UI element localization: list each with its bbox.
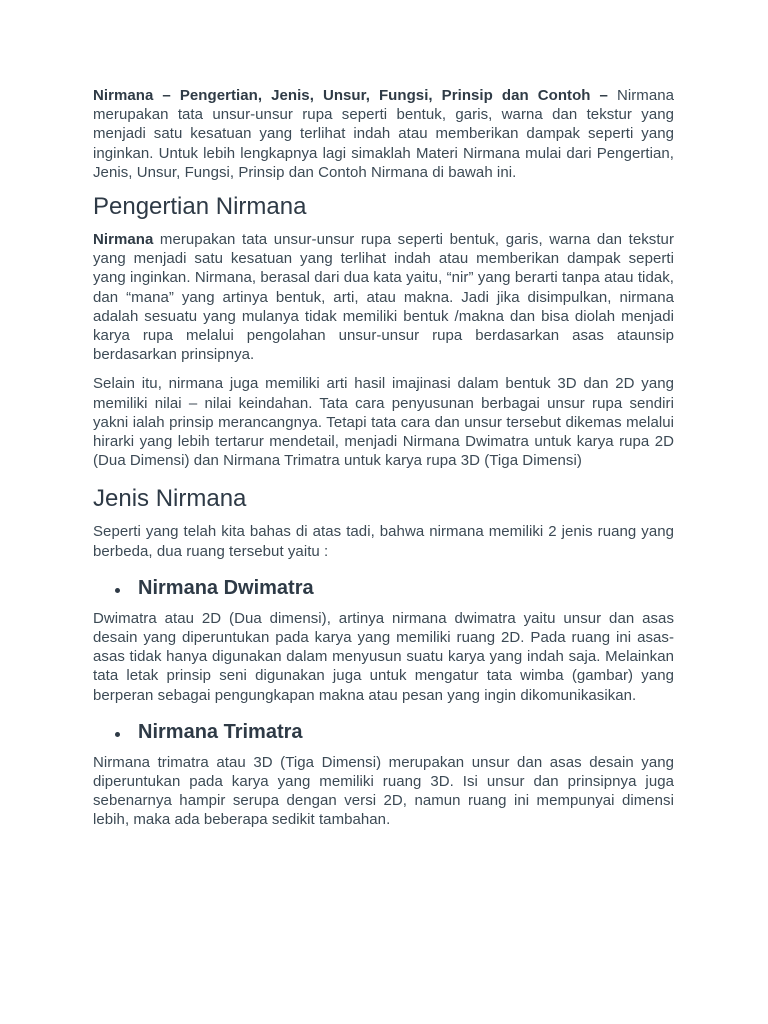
heading-dwimatra: Nirmana Dwimatra xyxy=(138,576,314,599)
pengertian-paragraph-1 xyxy=(93,230,674,364)
intro-text: Nirmana merupakan tata unsur-unsur rupa seperti bentuk, garis, warna dan tekstur yang menjadi satu kesatuan yang terlihat indah atau memberikan dampak seperti yang inginkan. Untuk lebih lengkapnya lagi simaklah Materi Nirmana mulai dari Pengertian, Jenis, Unsur, Fungsi, Prinsip dan Contoh Nirmana di bawah ini. xyxy=(93,87,674,181)
heading-pengertian: Pengertian Nirmana xyxy=(93,193,307,221)
jenis-paragraph: Seperti yang telah kita bahas di atas tadi, bahwa nirmana memiliki 2 jenis ruang yang berbeda, dua ruang tersebut yaitu : xyxy=(93,523,674,560)
bullet-icon xyxy=(115,588,120,593)
dwimatra-paragraph: Dwimatra atau 2D (Dua dimensi), artinya nirmana dwimatra yaitu unsur dan asas desain yang diperuntukan pada karya yang memiliki ruang 2D. Pada ruang ini asas-asas tidak hanya digunakan dalam menyusun suatu karya yang indah saja. Melainkan tata letak prinsip seni digunakan juga untuk mengatur tata wimba (gambar) yang berperan sebagai pengungkapan makna atau pesan yang ingin dikomunikasikan. xyxy=(93,609,674,704)
list-item-trimatra xyxy=(93,719,674,745)
pengertian-text-1: merupakan tata unsur-unsur rupa seperti bentuk, garis, warna dan tekstur yang menjadi satu kesatuan yang terlihat indah atau memberikan dampak seperti yang inginkan. Nirmana, berasal dari dua kata yaitu, “nir” yang berarti tanpa atau tidak, dan “mana” yang artinya bentuk, arti, atau makna. Jadi jika disimpulkan, nirmana adalah sesuatu yang mulanya tidak memiliki bentuk /makna dan bisa diolah menjadi karya rupa melalui pengolahan unsur-unsur rupa berdasarkan asas ataunsip berdasarkan prinsipnya. xyxy=(93,231,674,364)
pengertian-paragraph-2: Selain itu, nirmana juga memiliki arti hasil imajinasi dalam bentuk 3D dan 2D yang memiliki nilai – nilai keindahan. Tata cara penyusunan berbagai unsur rupa sendiri yakni ialah prinsip merancangnya. Tetapi tata cara dan unsur tersebut dikemas melalui hirarki yang lebih tertarur mendetail, menjadi Nirmana Dwimatra untuk karya rupa 2D (Dua Dimensi) dan Nirmana Trimatra untuk karya rupa 3D (Tiga Dimensi) xyxy=(93,375,674,470)
heading-jenis: Jenis Nirmana xyxy=(93,485,247,513)
trimatra-paragraph: Nirmana trimatra atau 3D (Tiga Dimensi) merupakan unsur dan asas desain yang diperuntukan pada karya yang memiliki ruang 3D. Isi unsur dan prinsipnya juga sebenarnya hampir serupa dengan versi 2D, namun ruang ini mempunyai dimensi lebih, maka ada beberapa sedikit tambahan. xyxy=(93,753,674,829)
intro-paragraph xyxy=(93,86,674,182)
bullet-icon xyxy=(115,732,120,737)
list-item-dwimatra xyxy=(93,575,674,601)
intro-title: Nirmana – Pengertian, Jenis, Unsur, Fungsi, Prinsip dan Contoh – xyxy=(93,87,608,104)
heading-trimatra: Nirmana Trimatra xyxy=(138,720,303,743)
pengertian-term: Nirmana xyxy=(93,231,154,249)
document-page xyxy=(93,86,674,840)
